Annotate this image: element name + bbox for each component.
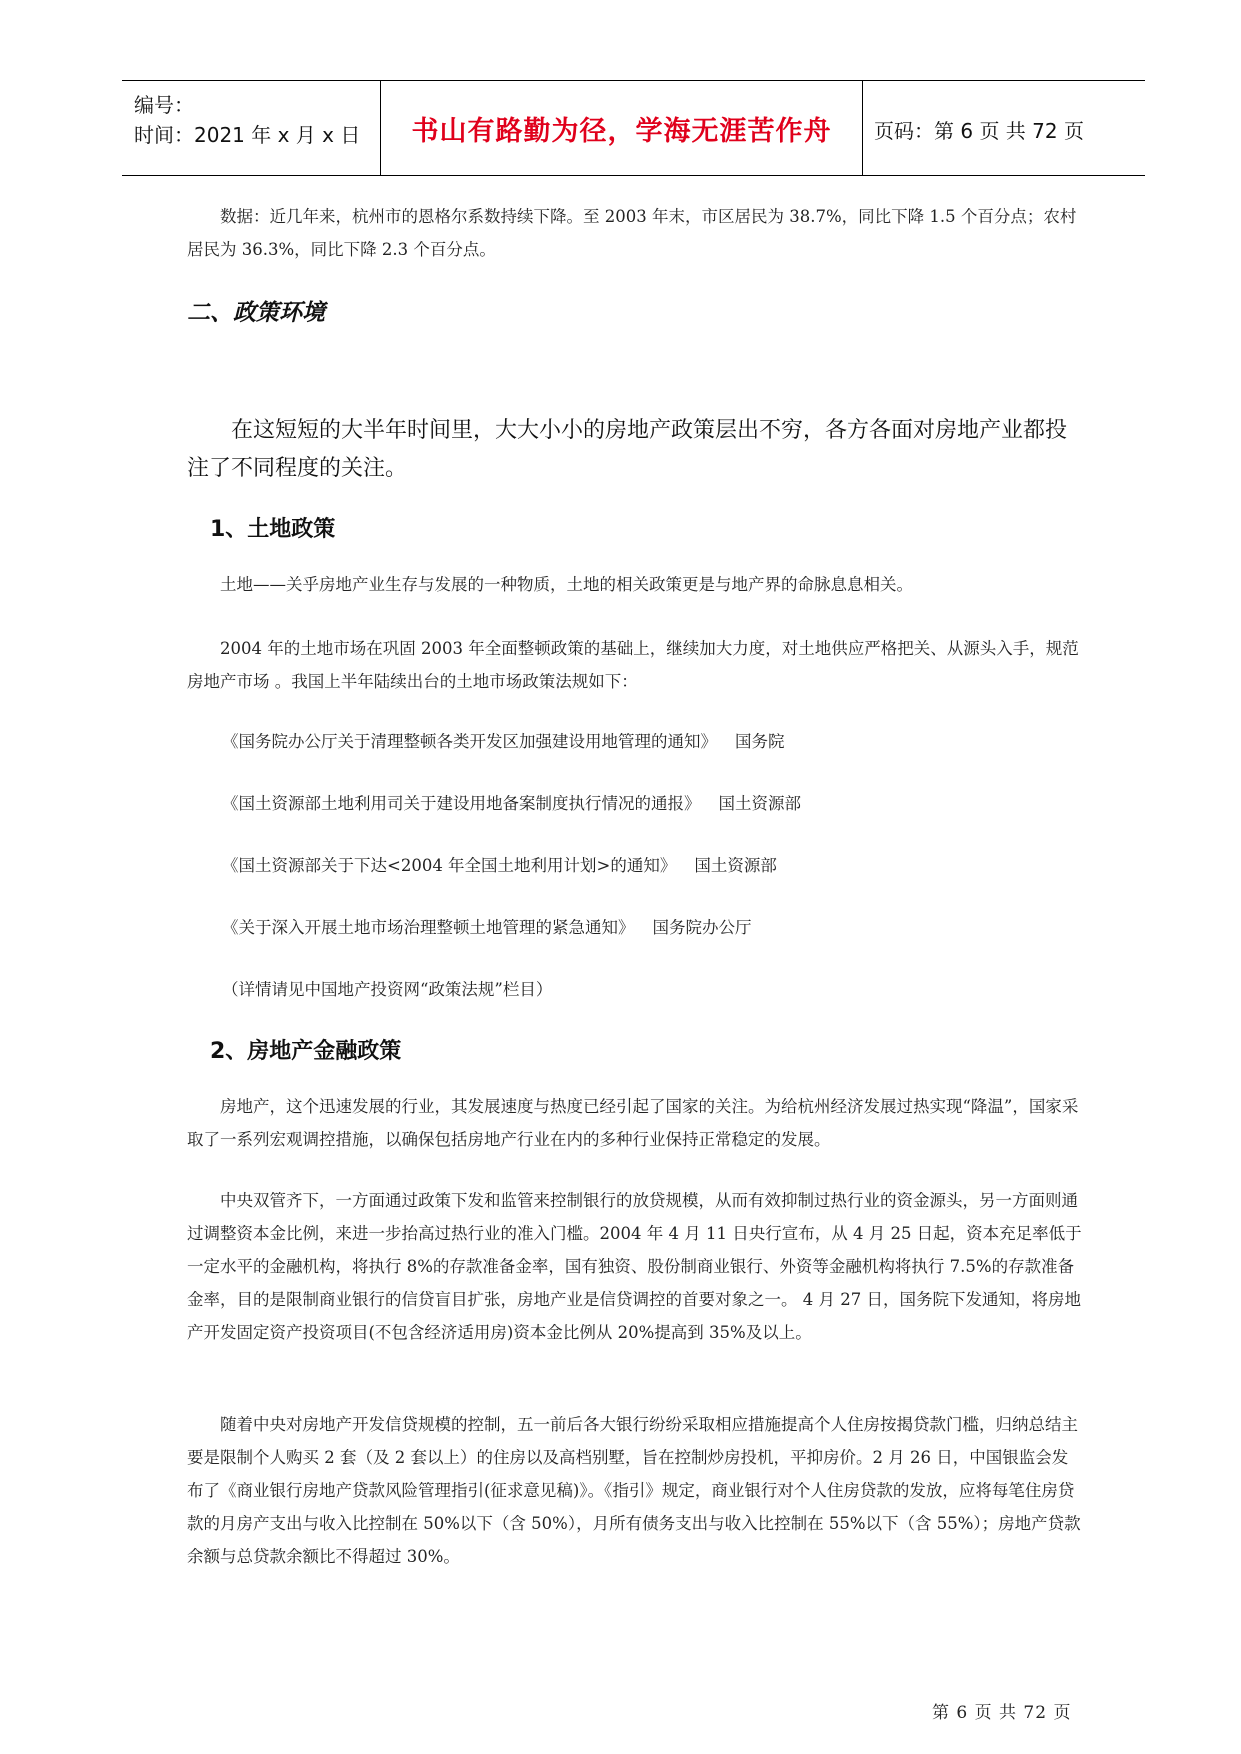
law-item	[222, 852, 777, 876]
subheading-finance-policy: 2、房地产金融政策	[210, 1039, 402, 1064]
law-item	[222, 728, 785, 752]
paragraph-finance-1: 房地产，这个迅速发展的行业，其发展速度与热度已经引起了国家的关注。为给杭州经济发展过热实现“降温”，国家采取了一系列宏观调控措施，以确保包括房地产行业在内的多种行业保持正常稳定的发展。	[187, 1097, 1079, 1149]
subheading-land-policy: 1、土地政策	[210, 517, 336, 542]
page-footer: 第 6 页 共 72 页	[932, 1703, 1072, 1723]
serial-label: 编号：	[134, 93, 194, 117]
paragraph-finance-2: 中央双管齐下，一方面通过政策下发和监管来控制银行的放贷规模，从而有效抑制过热行业的资金源头，另一方面则通过调整资本金比例，来进一步抬高过热行业的准入门槛。2004 年 4 月 11 日央行宣布，从 4 月 25 日起，资本充足率低于一定水平的金融机构，将执行 8%的存款准备金率，国有独资、股份制商业银行、外资等金融机构将执行 7.5%的存款准备金率，目的是限制商业银行的信贷盲目扩张，房地产业是信贷调控的首要对象之一。 4 月 27 日，国务院下发通知，将房地产开发固定资产投资项目(不包含经济适用房)资本金比例从 20%提高到 35%及以上。	[187, 1191, 1082, 1342]
law-title: 《关于深入开展土地市场治理整顿土地管理的紧急通知》	[222, 918, 635, 937]
paragraph-land-1: 土地——关乎房地产业生存与发展的一种物质，土地的相关政策更是与地产界的命脉息息相关。	[220, 575, 913, 594]
law-issuer: 国务院	[735, 732, 785, 751]
paragraph-engel: 数据：近几年来，杭州市的恩格尔系数持续下降。至 2003 年末，市区居民为 38.7%，同比下降 1.5 个百分点；农村居民为 36.3%，同比下降 2.3 个百分点。	[187, 207, 1077, 259]
law-issuer: 国土资源部	[694, 856, 777, 875]
paragraph-land-2: 2004 年的土地市场在巩固 2003 年全面整顿政策的基础上，继续加大力度，对土地供应严格把关、从源头入手，规范房地产市场 。我国上半年陆续出台的土地市场政策法规如下：	[187, 639, 1079, 691]
lead-paragraph: 在这短短的大半年时间里，大大小小的房地产政策层出不穷，各方各面对房地产业都投注了不同程度的关注。	[187, 418, 1068, 481]
header-motto-cell	[380, 81, 863, 175]
section-heading-policy: 二、政策环境	[187, 299, 325, 326]
law-issuer: 国土资源部	[718, 794, 801, 813]
header-page-cell	[862, 81, 1145, 175]
time-label: 时间：2021 年 x 月 x 日	[134, 123, 361, 147]
page-header	[122, 80, 1145, 176]
law-title: 《国务院办公厅关于清理整顿各类开发区加强建设用地管理的通知》	[222, 732, 717, 751]
motto: 书山有路勤为径，学海无涯苦作舟	[411, 116, 832, 147]
law-item	[222, 790, 801, 814]
law-item	[222, 914, 752, 938]
details-note: （详情请见中国地产投资网“政策法规”栏目）	[222, 980, 553, 999]
paragraph-finance-3: 随着中央对房地产开发信贷规模的控制，五一前后各大银行纷纷采取相应措施提高个人住房按揭贷款门槛，归纳总结主要是限制个人购买 2 套（及 2 套以上）的住房以及高档别墅，旨在控制炒房投机，平抑房价。2 月 26 日，中国银监会发布了《商业银行房地产贷款风险管理指引(征求意见稿)》。《指引》规定，商业银行对个人住房贷款的发放，应将每笔住房贷款的月房产支出与收入比控制在 50%以下（含 50%），月所有债务支出与收入比控制在 55%以下（含 55%）；房地产贷款余额与总贷款余额比不得超过 30%。	[187, 1415, 1081, 1566]
header-page-info: 页码：第 6 页 共 72 页	[874, 119, 1084, 143]
law-title: 《国土资源部关于下达<2004 年全国土地利用计划>的通知》	[222, 856, 677, 875]
law-title: 《国土资源部土地利用司关于建设用地备案制度执行情况的通报》	[222, 794, 701, 813]
header-meta-cell	[122, 81, 380, 175]
law-issuer: 国务院办公厅	[652, 918, 752, 937]
